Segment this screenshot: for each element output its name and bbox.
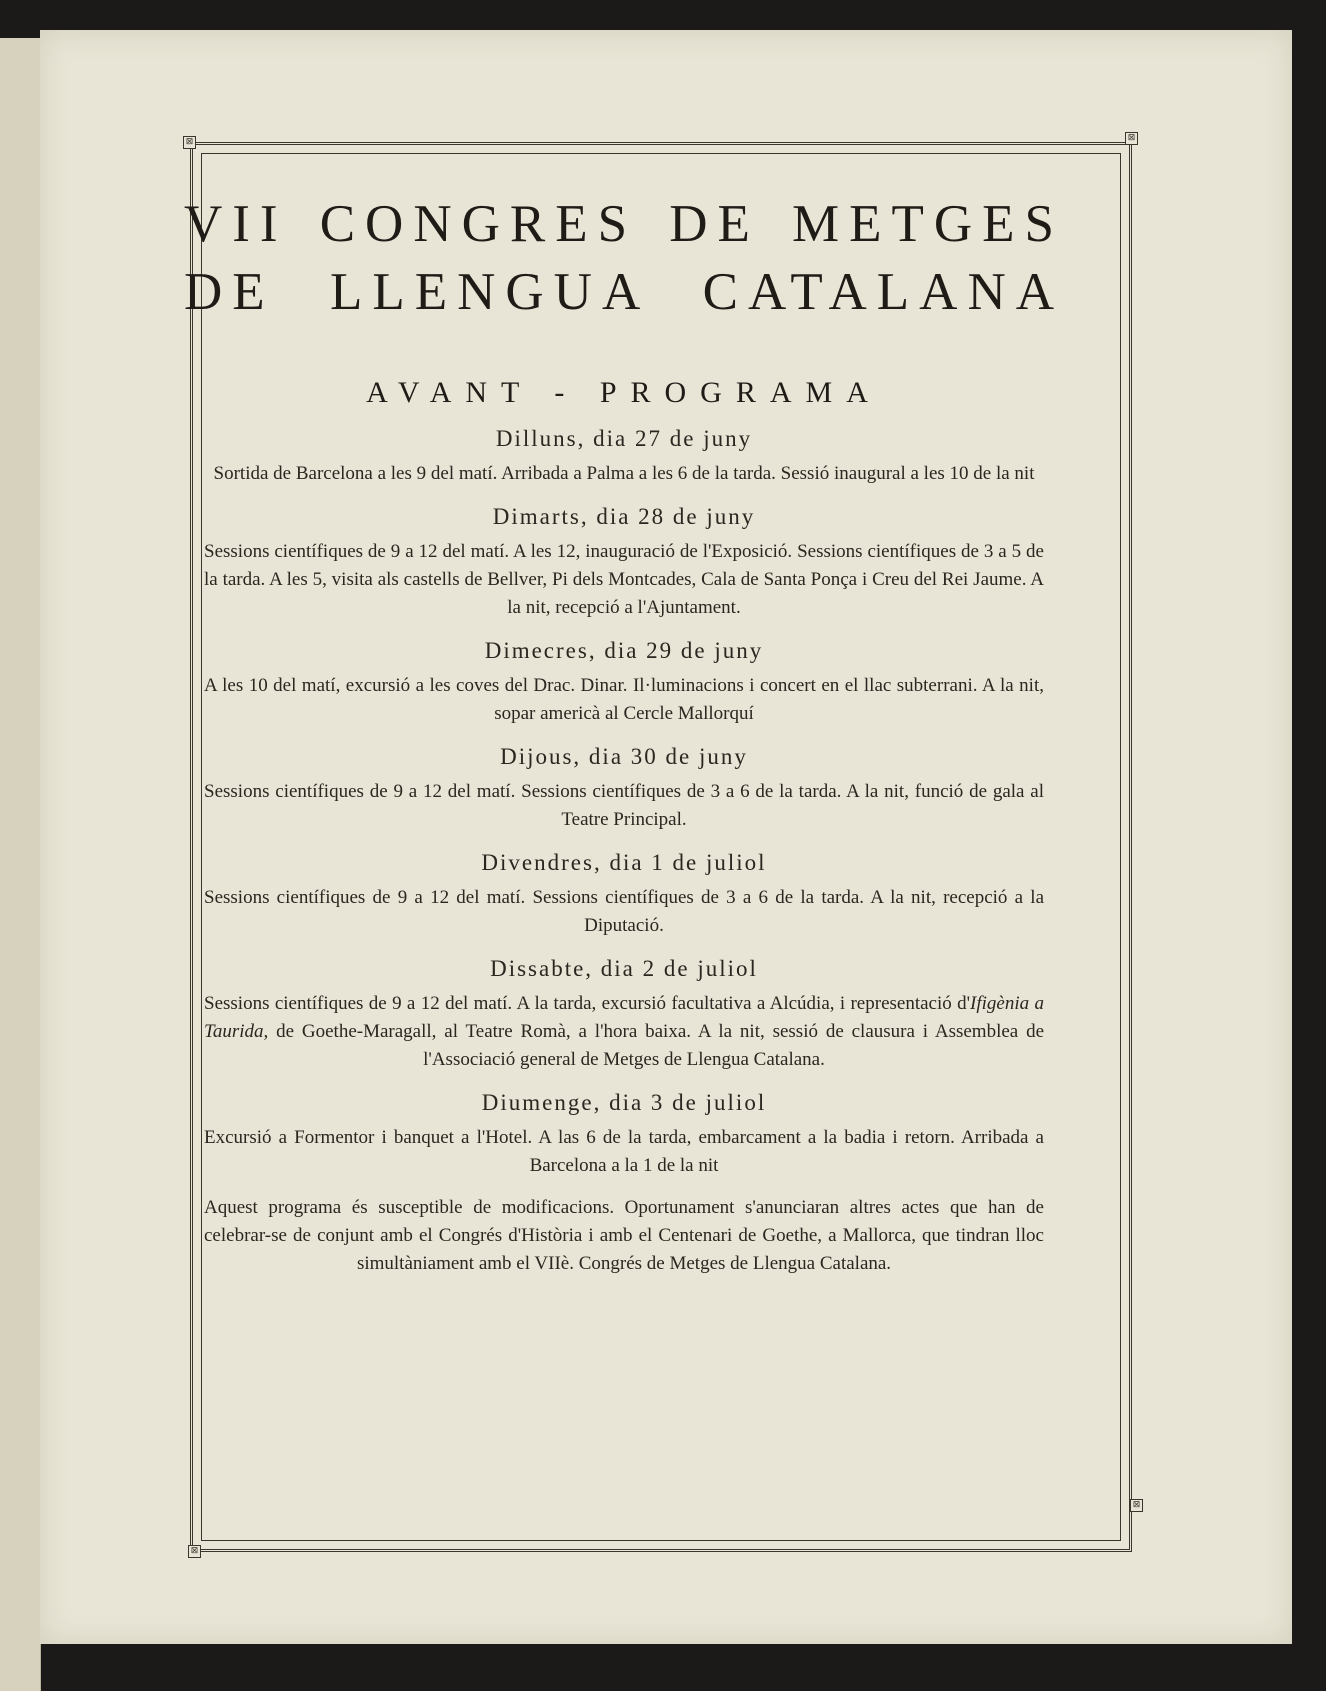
page-title-line-1: VII CONGRES DE METGES	[184, 195, 1064, 253]
day-description: Sortida de Barcelona a les 9 del matí. Arribada a Palma a les 6 de la tarda. Sessió inaugural a les 10 de la nit	[213, 463, 1035, 484]
day-section	[184, 850, 1064, 940]
play-title: Ifigènia a Taurida,	[204, 993, 1044, 1042]
day-section	[184, 956, 1064, 1074]
day-heading: Divendres, dia 1 de juliol	[481, 850, 767, 875]
day-description	[204, 990, 1044, 1074]
corner-ornament-icon: ⊠	[1125, 132, 1138, 145]
facing-page-edge	[0, 38, 41, 1691]
day-section	[184, 426, 1064, 488]
corner-ornament-icon: ⊠	[183, 136, 196, 149]
corner-ornament-icon: ⊠	[1130, 1499, 1143, 1512]
day-heading: Dilluns, dia 27 de juny	[495, 426, 753, 451]
day-section	[184, 504, 1064, 622]
day-description: Sessions científiques de 9 a 12 del matí. Sessions científiques de 3 a 6 de la tarda. A la nit, recepció a la Diputació.	[204, 887, 1044, 936]
program-content	[184, 190, 1064, 1278]
page-title-line-2: DE LLENGUA CATALANA	[184, 263, 1064, 321]
day-description: Sessions científiques de 9 a 12 del matí. Sessions científiques de 3 a 6 de la tarda. A la nit, funció de gala al Teatre Principal.	[204, 781, 1044, 830]
day-heading: Dissabte, dia 2 de juliol	[490, 956, 758, 981]
day-description: Excursió a Formentor i banquet a l'Hotel. A las 6 de la tarda, embarcament a la badia i retorn. Arribada a Barcelona a la 1 de la nit	[204, 1127, 1044, 1176]
day-description: Sessions científiques de 9 a 12 del matí. A les 12, inauguració de l'Exposició. Sessions científiques de 3 a 5 de la tarda. A les 5, visita als castells de Bellver, Pi dels Montcades, Cala de Santa Ponça i Creu del Rei Jaume. A la nit, recepció a l'Ajuntament.	[204, 541, 1044, 618]
day-text-part: de Goethe-Maragall, al Teatre Romà, a l'hora baixa. A la nit, sessió de clausura i Assemblea de l'Associació general de Metges de Llengua Catalana.	[268, 1021, 1044, 1070]
day-heading: Dijous, dia 30 de juny	[500, 744, 748, 769]
subtitle: AVANT - PROGRAMA	[366, 376, 882, 409]
corner-ornament-icon: ⊠	[188, 1545, 201, 1558]
day-heading: Diumenge, dia 3 de juliol	[481, 1090, 767, 1115]
day-section	[184, 744, 1064, 834]
day-section	[184, 638, 1064, 728]
day-description: A les 10 del matí, excursió a les coves del Drac. Dinar. Il·luminacions i concert en el llac subterrani. A la nit, sopar americà al Cercle Mallorquí	[204, 675, 1044, 724]
day-section	[184, 1090, 1064, 1180]
day-text-part: Sessions científiques de 9 a 12 del matí. A la tarda, excursió facultativa a Alcúdia, i representació d'	[204, 993, 971, 1014]
day-heading: Dimarts, dia 28 de juny	[492, 504, 756, 529]
program-note: Aquest programa és susceptible de modificacions. Oportunament s'anunciaran altres actes que han de celebrar-se de conjunt amb el Congrés d'Història i amb el Centenari de Goethe, a Mallorca, que tindran lloc simultàniament amb el VIIè. Congrés de Metges de Llengua Catalana.	[204, 1197, 1044, 1274]
day-heading: Dimecres, dia 29 de juny	[484, 638, 764, 663]
